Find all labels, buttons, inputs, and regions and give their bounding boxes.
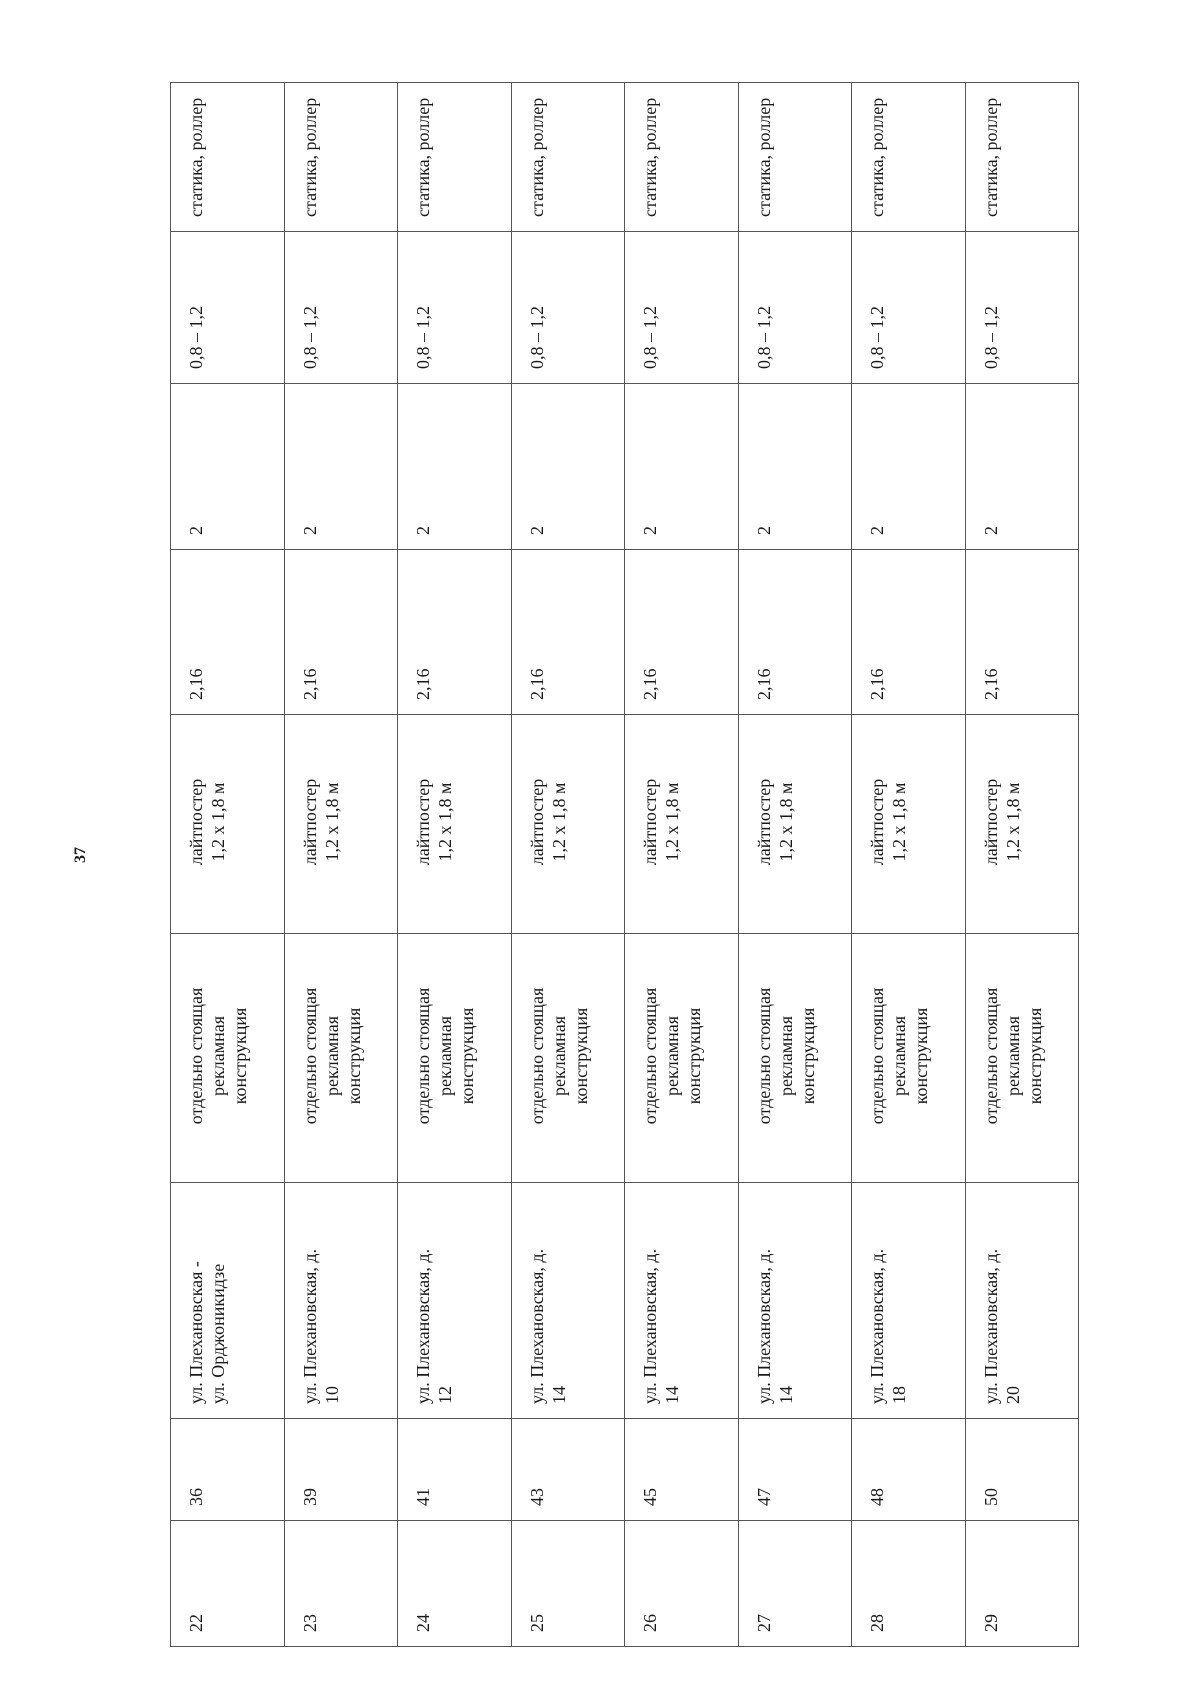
table-container bbox=[170, 83, 1079, 1647]
address-line: 14 bbox=[548, 1386, 569, 1404]
technology-cell: статика, роллер bbox=[852, 83, 966, 232]
format-size-line: 1,2 х 1,8 м bbox=[321, 782, 342, 862]
construction-type-cell bbox=[852, 934, 966, 1183]
address-line: ул. Плехановская, д. bbox=[867, 1248, 887, 1404]
technology-cell: статика, роллер bbox=[511, 83, 625, 232]
address-line: ул. Плехановская - bbox=[186, 1261, 206, 1404]
address-line: 18 bbox=[889, 1386, 909, 1404]
area-cell: 2,16 bbox=[852, 550, 966, 715]
format-size-line: 1,2 х 1,8 м bbox=[548, 782, 569, 862]
format-size-cell bbox=[625, 715, 739, 934]
height-cell: 0,8 – 1,2 bbox=[738, 232, 852, 384]
page-number: 37 bbox=[72, 847, 89, 863]
address-cell bbox=[511, 1183, 625, 1419]
sides-count-cell: 2 bbox=[511, 384, 625, 550]
construction-type-line: отдельно стоящая bbox=[980, 987, 1001, 1125]
format-size-cell bbox=[738, 715, 852, 934]
row-number-cell: 22 bbox=[171, 1521, 285, 1647]
code-cell: 39 bbox=[284, 1419, 398, 1521]
sides-count-cell: 2 bbox=[625, 384, 739, 550]
construction-type-line: конструкция bbox=[343, 1007, 364, 1105]
format-size-line: лайтпостер bbox=[980, 778, 1001, 866]
area-cell: 2,16 bbox=[511, 550, 625, 715]
construction-type-line: рекламная bbox=[208, 1016, 228, 1096]
code-cell: 41 bbox=[398, 1419, 512, 1521]
format-size-line: лайтпостер bbox=[640, 778, 660, 866]
table-body bbox=[171, 83, 1079, 1647]
area-cell: 2,16 bbox=[171, 550, 285, 715]
table-row bbox=[852, 83, 966, 1647]
sides-count-cell: 2 bbox=[852, 384, 966, 550]
height-cell: 0,8 – 1,2 bbox=[965, 232, 1079, 384]
construction-type-line: конструкция bbox=[684, 1007, 704, 1105]
row-number-cell: 28 bbox=[852, 1521, 966, 1647]
address-cell bbox=[625, 1183, 739, 1419]
row-number-cell: 27 bbox=[738, 1521, 852, 1647]
construction-type-line: отдельно стоящая bbox=[299, 987, 320, 1125]
table-row bbox=[398, 83, 512, 1647]
technology-cell: статика, роллер bbox=[171, 83, 285, 232]
construction-type-line: рекламная bbox=[662, 1016, 682, 1096]
sides-count-cell: 2 bbox=[738, 384, 852, 550]
construction-type-line: конструкция bbox=[570, 1007, 591, 1105]
address-line: 10 bbox=[321, 1386, 342, 1404]
address-cell bbox=[284, 1183, 398, 1419]
construction-type-line: рекламная bbox=[435, 1016, 455, 1096]
height-cell: 0,8 – 1,2 bbox=[511, 232, 625, 384]
address-line: ул. Плехановская, д. bbox=[413, 1248, 433, 1404]
address-line: ул. Плехановская, д. bbox=[526, 1248, 547, 1404]
height-cell: 0,8 – 1,2 bbox=[171, 232, 285, 384]
format-size-line: 1,2 х 1,8 м bbox=[889, 782, 909, 862]
address-cell bbox=[852, 1183, 966, 1419]
construction-type-cell bbox=[625, 934, 739, 1183]
format-size-line: 1,2 х 1,8 м bbox=[208, 782, 228, 862]
table-row bbox=[738, 83, 852, 1647]
construction-type-line: рекламная bbox=[548, 1016, 569, 1096]
construction-type-line: рекламная bbox=[889, 1016, 909, 1096]
format-size-cell bbox=[965, 715, 1079, 934]
table-row bbox=[965, 83, 1079, 1647]
construction-type-line: конструкция bbox=[911, 1007, 931, 1105]
code-cell: 47 bbox=[738, 1419, 852, 1521]
format-size-cell bbox=[171, 715, 285, 934]
code-cell: 50 bbox=[965, 1419, 1079, 1521]
address-line: 12 bbox=[435, 1386, 455, 1404]
technology-cell: статика, роллер bbox=[398, 83, 512, 232]
format-size-line: лайтпостер bbox=[299, 778, 320, 866]
address-line: 14 bbox=[775, 1386, 796, 1404]
format-size-line: 1,2 х 1,8 м bbox=[1002, 782, 1023, 862]
technology-cell: статика, роллер bbox=[738, 83, 852, 232]
construction-type-line: отдельно стоящая bbox=[526, 987, 547, 1125]
height-cell: 0,8 – 1,2 bbox=[625, 232, 739, 384]
address-line: 20 bbox=[1002, 1386, 1023, 1404]
address-line: ул. Орджоникидзе bbox=[208, 1263, 228, 1404]
construction-type-line: отдельно стоящая bbox=[640, 987, 660, 1125]
row-number-cell: 26 bbox=[625, 1521, 739, 1647]
construction-type-line: отдельно стоящая bbox=[753, 987, 774, 1125]
row-number-cell: 23 bbox=[284, 1521, 398, 1647]
construction-type-line: рекламная bbox=[1002, 1016, 1023, 1096]
construction-type-cell bbox=[171, 934, 285, 1183]
address-line: ул. Плехановская, д. bbox=[640, 1248, 660, 1404]
format-size-line: 1,2 х 1,8 м bbox=[775, 782, 796, 862]
format-size-cell bbox=[852, 715, 966, 934]
construction-type-line: рекламная bbox=[775, 1016, 796, 1096]
address-cell bbox=[171, 1183, 285, 1419]
construction-type-line: конструкция bbox=[230, 1007, 250, 1105]
table-row bbox=[625, 83, 739, 1647]
row-number-cell: 29 bbox=[965, 1521, 1079, 1647]
technology-cell: статика, роллер bbox=[625, 83, 739, 232]
code-cell: 48 bbox=[852, 1419, 966, 1521]
table-row bbox=[284, 83, 398, 1647]
area-cell: 2,16 bbox=[284, 550, 398, 715]
technology-cell: статика, роллер bbox=[284, 83, 398, 232]
format-size-line: лайтпостер bbox=[413, 778, 433, 866]
construction-type-cell bbox=[398, 934, 512, 1183]
sides-count-cell: 2 bbox=[398, 384, 512, 550]
format-size-line: лайтпостер bbox=[867, 778, 887, 866]
construction-type-line: отдельно стоящая bbox=[867, 987, 887, 1125]
sides-count-cell: 2 bbox=[171, 384, 285, 550]
construction-type-line: конструкция bbox=[1024, 1007, 1045, 1105]
construction-type-line: конструкция bbox=[797, 1007, 818, 1105]
format-size-cell bbox=[284, 715, 398, 934]
address-line: ул. Плехановская, д. bbox=[299, 1248, 320, 1404]
placement-table bbox=[170, 82, 1079, 1647]
sides-count-cell: 2 bbox=[284, 384, 398, 550]
format-size-cell bbox=[511, 715, 625, 934]
row-number-cell: 24 bbox=[398, 1521, 512, 1647]
code-cell: 43 bbox=[511, 1419, 625, 1521]
format-size-line: лайтпостер bbox=[526, 778, 547, 866]
format-size-line: лайтпостер bbox=[186, 778, 206, 866]
address-cell bbox=[398, 1183, 512, 1419]
format-size-cell bbox=[398, 715, 512, 934]
sides-count-cell: 2 bbox=[965, 384, 1079, 550]
address-line: ул. Плехановская, д. bbox=[980, 1248, 1001, 1404]
area-cell: 2,16 bbox=[398, 550, 512, 715]
format-size-line: 1,2 х 1,8 м bbox=[435, 782, 455, 862]
area-cell: 2,16 bbox=[965, 550, 1079, 715]
area-cell: 2,16 bbox=[625, 550, 739, 715]
construction-type-cell bbox=[511, 934, 625, 1183]
table-row bbox=[171, 83, 285, 1647]
address-cell bbox=[965, 1183, 1079, 1419]
construction-type-line: конструкция bbox=[457, 1007, 477, 1105]
construction-type-line: отдельно стоящая bbox=[413, 987, 433, 1125]
height-cell: 0,8 – 1,2 bbox=[398, 232, 512, 384]
height-cell: 0,8 – 1,2 bbox=[852, 232, 966, 384]
table-row bbox=[511, 83, 625, 1647]
construction-type-line: рекламная bbox=[321, 1016, 342, 1096]
construction-type-cell bbox=[284, 934, 398, 1183]
technology-cell: статика, роллер bbox=[965, 83, 1079, 232]
height-cell: 0,8 – 1,2 bbox=[284, 232, 398, 384]
address-line: ул. Плехановская, д. bbox=[753, 1248, 774, 1404]
format-size-line: 1,2 х 1,8 м bbox=[662, 782, 682, 862]
construction-type-cell bbox=[738, 934, 852, 1183]
address-line: 14 bbox=[662, 1386, 682, 1404]
format-size-line: лайтпостер bbox=[753, 778, 774, 866]
area-cell: 2,16 bbox=[738, 550, 852, 715]
row-number-cell: 25 bbox=[511, 1521, 625, 1647]
construction-type-cell bbox=[965, 934, 1079, 1183]
address-cell bbox=[738, 1183, 852, 1419]
construction-type-line: отдельно стоящая bbox=[186, 987, 206, 1125]
code-cell: 36 bbox=[171, 1419, 285, 1521]
code-cell: 45 bbox=[625, 1419, 739, 1521]
